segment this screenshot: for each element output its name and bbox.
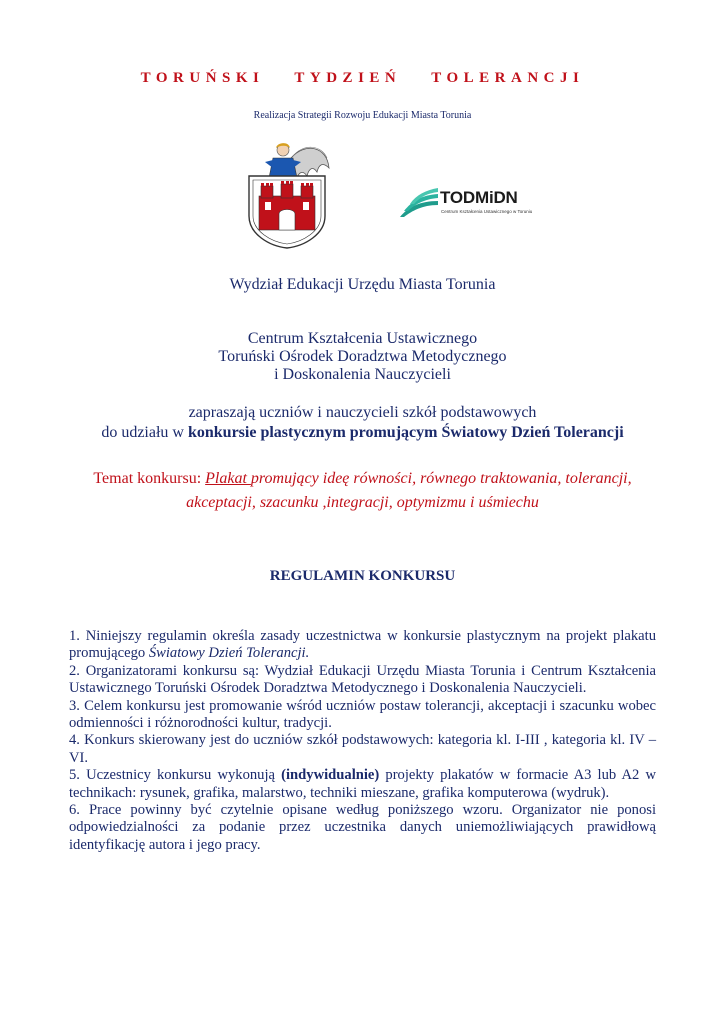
invitation-line-1: zapraszają uczniów i nauczycieli szkół podstawowych	[188, 404, 537, 421]
rule-5-a: 5. Uczestnicy konkursu wykonują	[69, 767, 282, 784]
rule-4: 4. Konkurs skierowany jest do uczniów szkół podstawowych: kategoria kl. I-III , kategoria kl. IV – VI.	[69, 732, 656, 766]
subtitle: Realizacja Strategii Rozwoju Edukacji Miasta Torunia	[253, 110, 472, 121]
theme-rest: promujący ideę równości, równego traktowania, tolerancji,	[250, 470, 632, 487]
theme-line-1	[0, 470, 725, 488]
rule-1	[69, 628, 656, 663]
todmidn-wave-icon	[398, 185, 440, 219]
invitation-prefix: do udziału w	[101, 424, 188, 441]
organizer-line-1: Wydział Edukacji Urzędu Miasta Torunia	[229, 276, 496, 293]
regulations-body	[69, 628, 656, 854]
organizer-line-2: Centrum Kształcenia Ustawicznego	[247, 330, 478, 347]
todmidn-brand: TODMiDN	[440, 188, 518, 207]
invitation-bold: konkursie plastycznym promującym Światowy Dzień Tolerancji	[187, 424, 624, 441]
theme-label: Temat konkursu:	[93, 470, 206, 487]
todmidn-tagline: Centrum Kształcenia Ustawicznego w Toruniu	[441, 209, 533, 214]
organizer-line-4: i Doskonalenia Nauczycieli	[274, 366, 451, 383]
rule-5-bold: (indywidualnie)	[281, 767, 380, 784]
rule-5-b: projekty plakatów w formacie A3 lub A2 w technikach: rysunek, grafika, malarstwo, techniki mieszane, grafika komputerowa (wydruk).	[69, 767, 656, 801]
title-word-1: TORUŃSKI	[140, 70, 265, 86]
regulations-heading: REGULAMIN KONKURSU	[269, 568, 456, 584]
theme-underlined: Plakat	[205, 470, 251, 487]
rule-3: 3. Celem konkursu jest promowanie wśród uczniów postaw tolerancji, akceptacji i szacunku wobec odmienności i różnorodności kultur, tradycji.	[69, 697, 656, 732]
rule-6: 6. Prace powinny być czytelnie opisane według poniższego wzoru. Organizator nie ponosi odpowiedzialności za podanie przez uczestnika danych uniemożliwiających prawidłową identyfikację autora i jego pracy.	[69, 802, 656, 853]
theme-line-2: akceptacji, szacunku ,integracji, optymizmu i uśmiechu	[186, 494, 539, 511]
title-word-3: TOLERANCJI	[431, 70, 585, 86]
organizer-line-3: Toruński Ośrodek Doradztwa Metodycznego	[218, 348, 507, 365]
page-title	[0, 70, 725, 87]
rule-5	[69, 767, 656, 802]
rule-1-text: 1. Niniejszy regulamin określa zasady uczestnictwa w konkursie plastycznym na projekt plakatu promującego	[69, 628, 656, 662]
title-word-2: TYDZIEŃ	[294, 70, 402, 86]
todmidn-logo	[398, 185, 533, 223]
rule-2: 2. Organizatorami konkursu są: Wydział Edukacji Urzędu Miasta Torunia i Centrum Kształcenia Ustawicznego Toruński Ośrodek Doradztwa Metodycznego i Doskonalenia Nauczycieli.	[69, 662, 656, 697]
torun-crest-logo	[243, 138, 331, 250]
rule-1-italic: Światowy Dzień Tolerancji.	[148, 645, 310, 662]
invitation-line-2	[0, 424, 725, 442]
